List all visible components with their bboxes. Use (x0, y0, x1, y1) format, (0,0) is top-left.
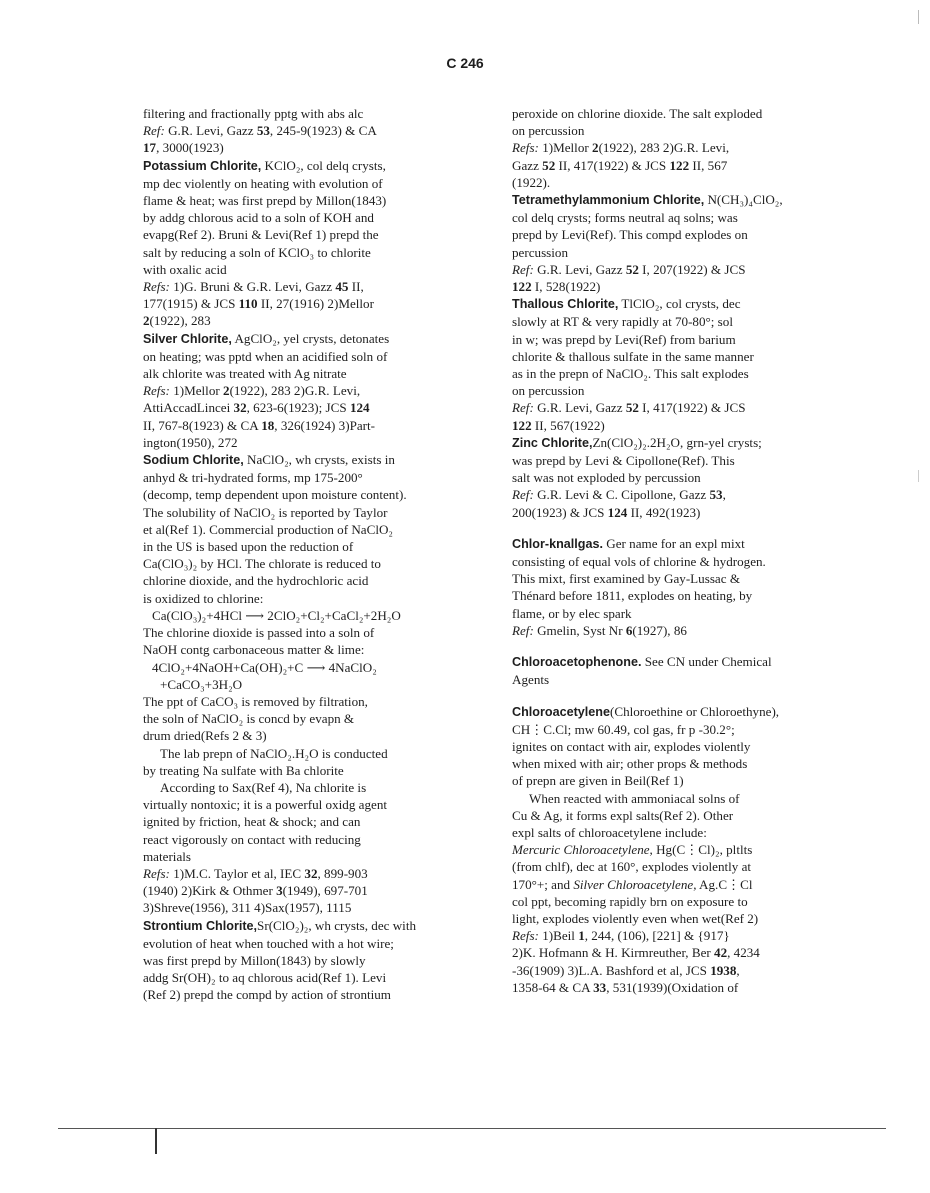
entry-headword: Chloroacetophenone. (512, 655, 642, 670)
paragraph-gap (512, 689, 834, 703)
text-run: (Chloroethine or Chloroethyne), (609, 703, 780, 719)
text-run: G.R. Levi, Gazz (168, 123, 257, 139)
text-run: 177(1915) & JCS (143, 296, 239, 312)
text-line: by addg chlorous acid to a soln of KOH and (143, 210, 374, 226)
bold-run: 17 (143, 140, 157, 156)
text-run: II, 27(1916) 2)Mellor (257, 296, 374, 312)
text-run: 1)Beil (542, 928, 579, 944)
text-run: AttiAccadLincei (143, 400, 234, 416)
left-column (143, 105, 459, 1004)
text-run: , 3000(1923) (156, 140, 224, 156)
text-line (512, 139, 834, 156)
bold-run: 2 (143, 313, 150, 329)
entry-headword: Silver Chlorite, (143, 331, 232, 346)
bottom-rule (58, 1128, 886, 1129)
text-run: G.R. Levi, Gazz (537, 400, 626, 416)
text-run: , 899-903 (317, 865, 368, 881)
bold-run: 1938 (710, 962, 737, 978)
text-run: I, 528(1922) (531, 279, 601, 295)
bold-run: 124 (607, 504, 628, 520)
text-line: prepd by Levi(Ref). This compd explodes on (512, 227, 748, 243)
italic-run: Ref: (512, 400, 538, 416)
italic-run: Silver Chloroacetylene, (573, 876, 697, 892)
bold-run: 45 (335, 279, 349, 295)
text-run: I, 207(1922) & JCS (638, 261, 746, 277)
text-line: react vigorously on contact with reducing (143, 831, 361, 847)
text-line (512, 486, 834, 503)
text-line: with oxalic acid (143, 261, 227, 277)
text-line: Cu & Ag, it forms expl salts(Ref 2). Other (512, 807, 734, 823)
text-line: et al(Ref 1). Commercial production of NaClO₂ (143, 521, 394, 537)
italic-run: Refs: (143, 865, 174, 881)
text-line: salt was not exploded by percussion (512, 470, 701, 486)
text-line: materials (143, 848, 191, 864)
text-line: light, explodes violently even when wet(Ref 2) (512, 910, 759, 926)
text-run: 1)Mellor (173, 383, 224, 399)
text-line (512, 841, 834, 858)
italic-run: Mercuric Chloroacetylene, (512, 842, 653, 858)
footer-mark (155, 1128, 157, 1154)
bold-run: 3 (276, 883, 283, 899)
text-line (512, 434, 834, 452)
text-run: , (722, 487, 726, 503)
text-run: G.R. Levi, Gazz (537, 261, 626, 277)
text-line: peroxide on chlorine dioxide. The salt exploded (512, 106, 763, 121)
italic-run: Ref: (143, 123, 169, 139)
bold-run: 52 (625, 400, 639, 416)
text-line: flame, or by elec spark (512, 605, 632, 621)
right-column (512, 105, 834, 996)
text-line: consisting of equal vols of chlorine & hydrogen. (512, 554, 766, 570)
text-line (512, 295, 834, 313)
text-line: CH⋮C.Cl; mw 60.49, col gas, fr p -30.2°; (512, 721, 735, 737)
text-line: This mixt, first examined by Gay-Lussac & (512, 571, 741, 587)
text-line (143, 417, 459, 434)
text-run: AgClO₂, yel crysts, detonates (231, 330, 390, 346)
text-line: when mixed with air; other props & methods (512, 756, 748, 772)
text-line (512, 944, 834, 961)
text-line (512, 191, 834, 209)
page-number: C 246 (446, 55, 484, 71)
text-run: , 623-6(1923); JCS (246, 400, 350, 416)
text-line: is oxidized to chlorine: (143, 590, 264, 606)
text-run: , 4234 (727, 945, 760, 961)
text-line (143, 382, 459, 399)
text-run: 2)K. Hofmann & H. Kirmreuther, Ber (512, 945, 715, 961)
text-line (143, 399, 459, 416)
text-run: (1949), 697-701 (282, 883, 368, 899)
text-line: as in the prepn of NaClO₂. This salt explodes (512, 366, 749, 382)
bold-run: 2 (223, 383, 230, 399)
text-line: The solubility of NaClO₂ is reported by Taylor (143, 504, 388, 520)
bold-run: 33 (593, 979, 607, 995)
text-run: (1927), 86 (632, 622, 687, 638)
text-line: The chlorine dioxide is passed into a soln of (143, 625, 375, 641)
text-line: The ppt of CaCO₃ is removed by filtration, (143, 693, 368, 709)
text-line: 3)Shreve(1956), 311 4)Sax(1957), 1115 (143, 900, 352, 916)
text-line: percussion (512, 244, 569, 260)
text-run: 200(1923) & JCS (512, 504, 608, 520)
text-line (512, 504, 834, 521)
italic-run: Refs: (143, 279, 174, 295)
entry-headword: Chlor-knallgas. (512, 536, 603, 551)
text-run: Hg(C⋮Cl)₂, pltlts (652, 842, 753, 858)
text-line (143, 122, 459, 139)
bold-run: 122 (512, 279, 532, 295)
text-line: col delq crysts; forms neutral aq solns; was (512, 210, 738, 226)
text-line: flame & heat; was first prepd by Millon(1843) (143, 193, 387, 209)
paragraph-gap (512, 521, 834, 535)
text-line: ignited by friction, heat & shock; and can (143, 814, 361, 830)
entry-headword: Chloroacetylene (512, 704, 610, 719)
text-run: NaClO₂, wh crysts, exists in (243, 452, 395, 468)
text-line (143, 330, 459, 348)
text-line: (decomp, temp dependent upon moisture content). (143, 487, 407, 503)
text-line: alk chlorite was treated with Ag nitrate (143, 366, 347, 382)
paragraph-gap (512, 639, 834, 653)
text-run: 1)G. Bruni & G.R. Levi, Gazz (173, 279, 336, 295)
bold-run: 122 (512, 417, 532, 433)
text-line (512, 399, 834, 416)
text-line: by treating Na sulfate with Ba chlorite (143, 762, 344, 778)
text-line: 4ClO₂+4NaOH+Ca(OH)₂+C ⟶ 4NaClO₂ (152, 659, 377, 675)
text-line: was first prepd by Millon(1843) by slowly (143, 952, 366, 968)
text-line (512, 622, 834, 639)
text-line: When reacted with ammoniacal solns of (529, 790, 740, 806)
text-line: NaOH contg carbonaceous matter & lime: (143, 642, 365, 658)
text-run: II, (348, 279, 364, 295)
text-run: 1)M.C. Taylor et al, IEC (173, 865, 305, 881)
text-line (512, 962, 834, 979)
text-run: Zn(ClO₂)₂.2H₂O, grn-yel crysts; (592, 434, 762, 450)
bold-run: 18 (261, 417, 275, 433)
text-run: (1940) 2)Kirk & Othmer (143, 883, 277, 899)
bold-run: 52 (542, 157, 556, 173)
text-line: +CaCO₃+3H₂O (160, 676, 243, 692)
text-run: 1358-64 & CA (512, 979, 594, 995)
bold-run: 1 (578, 928, 585, 944)
text-line (143, 278, 459, 295)
text-run: , 245-9(1923) & CA (269, 123, 377, 139)
text-line: (1922). (512, 174, 551, 190)
text-run: -36(1909) 3)L.A. Bashford et al, JCS (512, 962, 711, 978)
text-line (512, 876, 834, 893)
italic-run: Ref: (512, 487, 538, 503)
text-run: TlClO₂, col crysts, dec (618, 296, 741, 312)
text-line: slowly at RT & very rapidly at 70-80°; sol (512, 314, 733, 330)
bold-run: 122 (669, 157, 690, 173)
italic-run: Refs: (512, 928, 543, 944)
text-run: Sr(ClO₂)₂, wh crysts, dec with (257, 917, 417, 933)
text-run: (1922), 283 2)G.R. Levi, (229, 383, 361, 399)
text-run: , (736, 962, 740, 978)
text-line: evapg(Ref 2). Bruni & Levi(Ref 1) prepd the (143, 227, 379, 243)
text-line (512, 535, 834, 553)
entry-headword: Tetramethylammonium Chlorite, (512, 193, 705, 208)
text-line: anhyd & tri-hydrated forms, mp 175-200° (143, 470, 363, 486)
text-line: ignites on contact with air, explodes violently (512, 738, 751, 754)
entry-headword: Zinc Chlorite, (512, 435, 593, 450)
text-line: evolution of heat when touched with a hot wire; (143, 935, 394, 951)
text-run: II, 567 (689, 157, 728, 173)
bold-run: 32 (233, 400, 247, 416)
bold-run: 32 (304, 865, 318, 881)
entry-headword: Strontium Chlorite, (143, 918, 258, 933)
text-run: , 531(1939)(Oxidation of (606, 979, 739, 995)
text-line: virtually nontoxic; it is a powerful oxidg agent (143, 797, 388, 813)
italic-run: Ref: (512, 622, 538, 638)
text-line (512, 927, 834, 944)
text-run: (1922), 283 (149, 313, 211, 329)
text-line: Agents (512, 672, 550, 688)
italic-run: Ref: (512, 261, 538, 277)
text-run: Ger name for an expl mixt (602, 535, 745, 551)
text-line: in the US is based upon the reduction of (143, 539, 354, 555)
text-line (143, 451, 459, 469)
text-run: Gazz (512, 157, 543, 173)
text-run: , 244, (106), [221] & {917} (584, 928, 730, 944)
text-line: on heating; was pptd when an acidified soln of (143, 348, 388, 364)
bold-run: 2 (592, 140, 599, 156)
text-line (143, 157, 459, 175)
text-line: chlorite & thallous sulfate in the same manner (512, 348, 754, 364)
text-run: See CN under Chemical (641, 654, 772, 670)
text-line: col ppt, becoming rapidly brn on exposure to (512, 893, 748, 909)
text-line (143, 865, 459, 882)
text-line (143, 139, 459, 156)
text-line: chlorine dioxide, and the hydrochloric acid (143, 573, 369, 589)
bold-run: 42 (714, 945, 728, 961)
text-line (143, 295, 459, 312)
italic-run: Refs: (512, 140, 543, 156)
entry-headword: Thallous Chlorite, (512, 297, 619, 312)
text-line (143, 882, 459, 899)
bold-run: 124 (349, 400, 370, 416)
text-line (512, 653, 834, 671)
text-line: on percussion (512, 123, 585, 139)
text-line: (from chlf), dec at 160°, explodes violently at (512, 859, 752, 875)
entry-headword: Sodium Chlorite, (143, 453, 244, 468)
text-line: Ca(ClO₃)₂+4HCl ⟶ 2ClO₂+Cl₂+CaCl₂+2H₂O (152, 607, 401, 623)
text-line: of prepn are given in Beil(Ref 1) (512, 773, 684, 789)
text-line: on percussion (512, 383, 585, 399)
text-run: , 326(1924) 3)Part- (274, 417, 376, 433)
text-line (512, 979, 834, 996)
entry-headword: Potassium Chlorite, (143, 158, 262, 173)
text-run: II, 767-8(1923) & CA (143, 417, 262, 433)
text-line (512, 278, 834, 295)
text-run: (1922), 283 2)G.R. Levi, (598, 140, 730, 156)
text-line: Thénard before 1811, explodes on heating, by (512, 588, 753, 604)
bold-run: 52 (625, 261, 639, 277)
text-line: salt by reducing a soln of KClO₃ to chlorite (143, 244, 371, 260)
text-run: II, 567(1922) (531, 417, 605, 433)
text-line: The lab prepn of NaClO₂.H₂O is conducted (160, 745, 388, 761)
text-line: expl salts of chloroacetylene include: (512, 824, 707, 840)
text-run: Ag.C⋮Cl (696, 876, 753, 892)
text-line: ington(1950), 272 (143, 434, 238, 450)
text-line: the soln of NaClO₂ is concd by evapn & (143, 711, 355, 727)
text-run: I, 417(1922) & JCS (638, 400, 746, 416)
text-line (512, 417, 834, 434)
bold-run: 53 (256, 123, 270, 139)
text-line (143, 917, 459, 935)
text-line (143, 312, 459, 329)
edge-mark (918, 10, 919, 24)
text-line: addg Sr(OH)₂ to aq chlorous acid(Ref 1). Levi (143, 970, 387, 986)
bold-run: 6 (625, 622, 633, 638)
text-line: in w; was prepd by Levi(Ref) from barium (512, 331, 736, 347)
text-run: 170°+; and (512, 876, 574, 892)
text-line: (Ref 2) prepd the compd by action of strontium (143, 987, 391, 1003)
text-line: mp dec violently on heating with evolution of (143, 175, 383, 191)
text-run: II, 417(1922) & JCS (555, 157, 670, 173)
text-line (512, 261, 834, 278)
text-line: drum dried(Refs 2 & 3) (143, 728, 267, 744)
italic-run: Refs: (143, 383, 174, 399)
bold-run: 110 (238, 296, 258, 312)
text-run: II, 492(1923) (627, 504, 701, 520)
bold-run: 53 (709, 487, 723, 503)
text-run: KClO₂, col delq crysts, (261, 157, 386, 173)
text-run: 1)Mellor (542, 140, 593, 156)
text-line (512, 157, 834, 174)
text-line: filtering and fractionally pptg with abs alc (143, 106, 364, 121)
edge-mark (918, 470, 919, 482)
text-run: N(CH₃)₄ClO₂, (704, 192, 783, 208)
text-run: Gmelin, Syst Nr (537, 622, 626, 638)
text-line (512, 703, 834, 721)
text-line: Ca(ClO₃)₂ by HCl. The chlorate is reduced to (143, 556, 381, 572)
text-line: was prepd by Levi & Cipollone(Ref). This (512, 453, 735, 469)
text-line: According to Sax(Ref 4), Na chlorite is (160, 779, 367, 795)
text-run: G.R. Levi & C. Cipollone, Gazz (537, 487, 710, 503)
